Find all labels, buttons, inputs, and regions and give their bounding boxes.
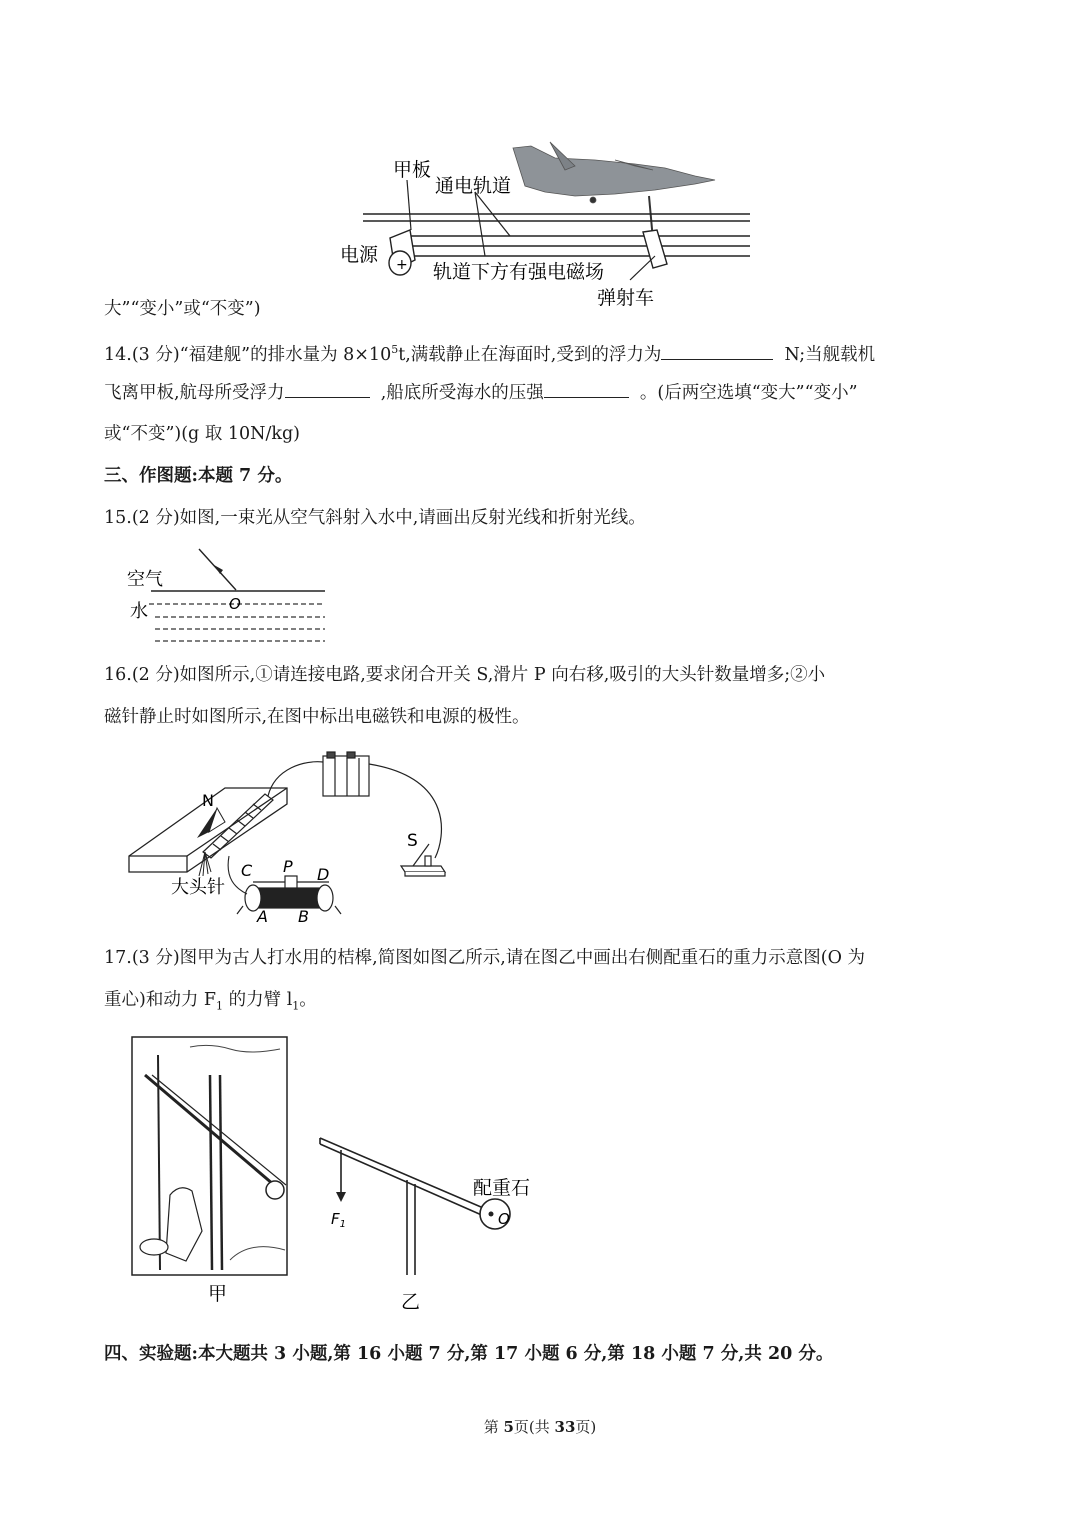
rail-launcher-figure xyxy=(335,130,765,315)
q14-blank-3[interactable] xyxy=(544,379,629,398)
figure-jia-illustration xyxy=(130,1035,290,1325)
terminal-c-label: C xyxy=(241,861,253,880)
section4-heading: 四、实验题:本大题共 3 小题,第 16 小题 7 分,第 17 小题 6 分,第 18 小题 7 分,共 20 分。 xyxy=(104,1344,834,1364)
air-label: 空气 xyxy=(127,569,163,590)
deck-label: 甲板 xyxy=(393,159,432,181)
slider-p-label: P xyxy=(283,857,293,876)
counterweight-label: 配重石 xyxy=(473,1177,531,1199)
electromagnet-circuit-figure xyxy=(125,748,455,928)
q17-line1: 17.(3 分)图甲为古人打水用的桔槔,简图如图乙所示,请在图乙中画出右侧配重石的重力示意图(O 为 xyxy=(104,948,866,968)
q14-line1: 14.(3 分)“福建舰”的排水量为 $8\times 10^5t$,满载静止在海面时,受到的浮力为 N;当舰载机 xyxy=(104,337,875,368)
q16-line1: 16.(2 分)如图所示,①请连接电路,要求闭合开关 S,滑片 P 向右移,吸引的大头针数量增多;②小 xyxy=(104,665,826,685)
q14-line3: 或“不变”)(g 取 10N/kg) xyxy=(104,424,300,444)
terminal-d-label: D xyxy=(317,865,330,884)
plus-sign: + xyxy=(396,257,408,273)
figure-yi-label: 乙 xyxy=(401,1291,421,1313)
q17-line2: 重心)和动力 $F_1$ 的力臂 $l_1$。 xyxy=(104,990,317,1013)
terminal-a-label: A xyxy=(257,907,268,926)
figure-jia-label: 甲 xyxy=(208,1283,228,1305)
q14-blank-2[interactable] xyxy=(285,379,370,398)
q13-tail: 大”“变小”或“不变”) xyxy=(104,299,261,319)
rail-label: 通电轨道 xyxy=(435,175,512,197)
terminal-b-label: B xyxy=(298,907,309,926)
q14-line2: 飞离甲板,航母所受浮力 ,船底所受海水的压强 。(后两空选填“变大”“变小” xyxy=(104,379,858,406)
pins-label: 大头针 xyxy=(171,877,225,898)
section3-heading: 三、作图题:本题 7 分。 xyxy=(104,466,293,486)
q14-blank-1[interactable] xyxy=(661,341,773,360)
fighter-jet-image xyxy=(513,142,715,203)
cart-label: 弹射车 xyxy=(597,287,655,309)
needle-n-label: N xyxy=(202,791,214,810)
figure-yi-diagram xyxy=(315,1130,540,1320)
water-label: 水 xyxy=(130,601,148,622)
switch-s-label: S xyxy=(407,831,418,851)
point-o-label: O xyxy=(229,595,241,613)
field-label: 轨道下方有强电磁场 xyxy=(433,261,605,283)
refraction-figure xyxy=(125,545,335,645)
center-o-label: O xyxy=(498,1210,510,1228)
power-label: 电源 xyxy=(340,244,379,266)
q16-line2: 磁针静止时如图所示,在图中标出电磁铁和电源的极性。 xyxy=(104,707,530,727)
f1-label: $F_1$ xyxy=(331,1210,347,1230)
battery-icon xyxy=(323,752,369,796)
q15-text: 15.(2 分)如图,一束光从空气斜射入水中,请画出反射光线和折射光线。 xyxy=(104,508,646,528)
page-footer: 第 5页(共 33页) xyxy=(483,1418,597,1436)
